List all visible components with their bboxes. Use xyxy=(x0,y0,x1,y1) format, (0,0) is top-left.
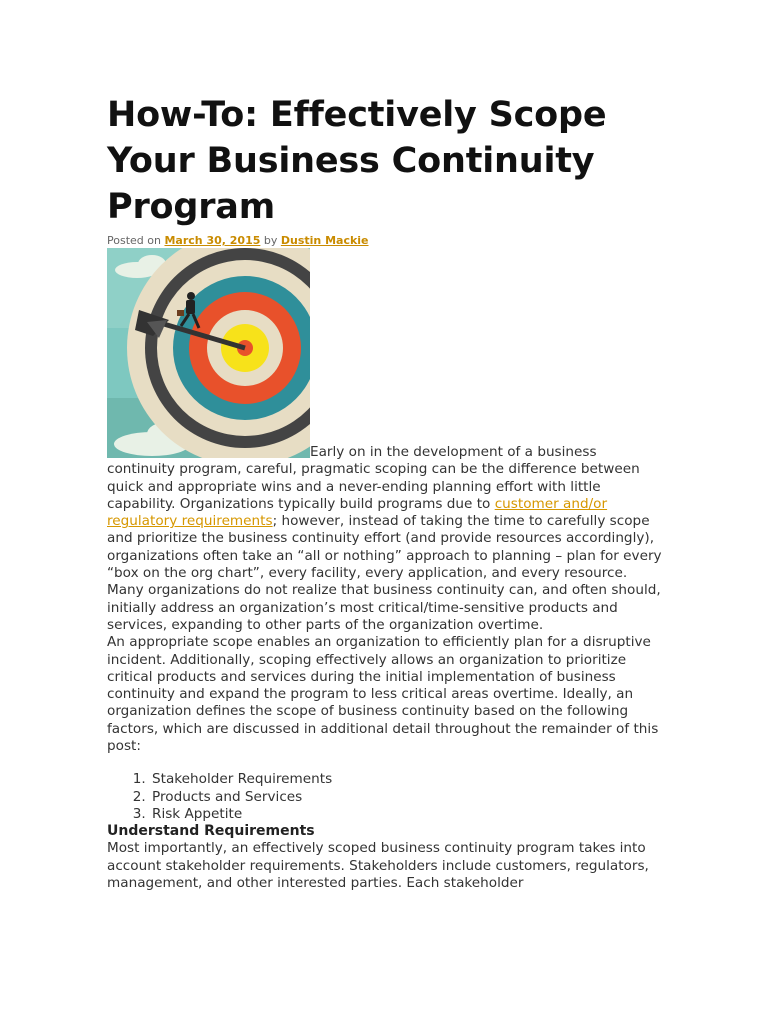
paragraph-text: ; however, instead of taking the time to carefully scope and prioritize the business continuity effort (and provide resources accordingly), organizations often take an “all or nothing” approach to planning – plan for every “box on the org chart”, every facility, every application, and every resource. Many organizations do not realize that business continuity can, and often should, initially address an organization’s most critical/time-sensitive products and services, expanding to other parts of the organization overtime. xyxy=(107,513,662,633)
factors-list xyxy=(107,771,667,823)
post-date-link[interactable]: March 30, 2015 xyxy=(164,234,261,247)
businessman-riding-dart-to-target-icon xyxy=(107,248,310,458)
post-meta xyxy=(107,234,369,247)
posted-on-label: Posted on xyxy=(107,234,161,247)
author-link[interactable]: Dustin Mackie xyxy=(280,234,369,247)
section-heading: Understand Requirements xyxy=(107,823,315,840)
list-item: 3. Risk Appetite xyxy=(150,806,667,823)
by-label: by xyxy=(263,234,278,247)
requirements-paragraph: Most importantly, an effectively scoped business continuity program takes into account stakeholder requirements. Stakeholders include customers, regulators, management, and other interested parties. Each stakeholder xyxy=(107,840,649,891)
list-item: 1. Stakeholder Requirements xyxy=(150,771,667,788)
customer-regulatory-requirements-link[interactable]: customer and/or regulatory requirements xyxy=(107,495,608,530)
page-title: How-To: Effectively Scope Your Business Continuity Program xyxy=(107,95,607,227)
scope-paragraph: An appropriate scope enables an organization to efficiently plan for a disruptive incident. Additionally, scoping effectively allows an organization to prioritize critical products and services during the initial implementation of business continuity and expand the program to less critical areas overtime. Ideally, an organization defines the scope of business continuity based on the following factors, which are discussed in additional detail throughout the remainder of this post: xyxy=(107,634,659,755)
list-item: 2. Products and Services xyxy=(150,789,667,806)
article-body xyxy=(107,444,667,892)
paragraph-text: Early on in the development of a business continuity program, careful, pragmatic scoping can be the difference between quick and appropriate wins and a never-ending planning effort with little capability. Organizations typically build programs due to xyxy=(107,444,640,512)
intro-paragraph xyxy=(107,444,667,634)
